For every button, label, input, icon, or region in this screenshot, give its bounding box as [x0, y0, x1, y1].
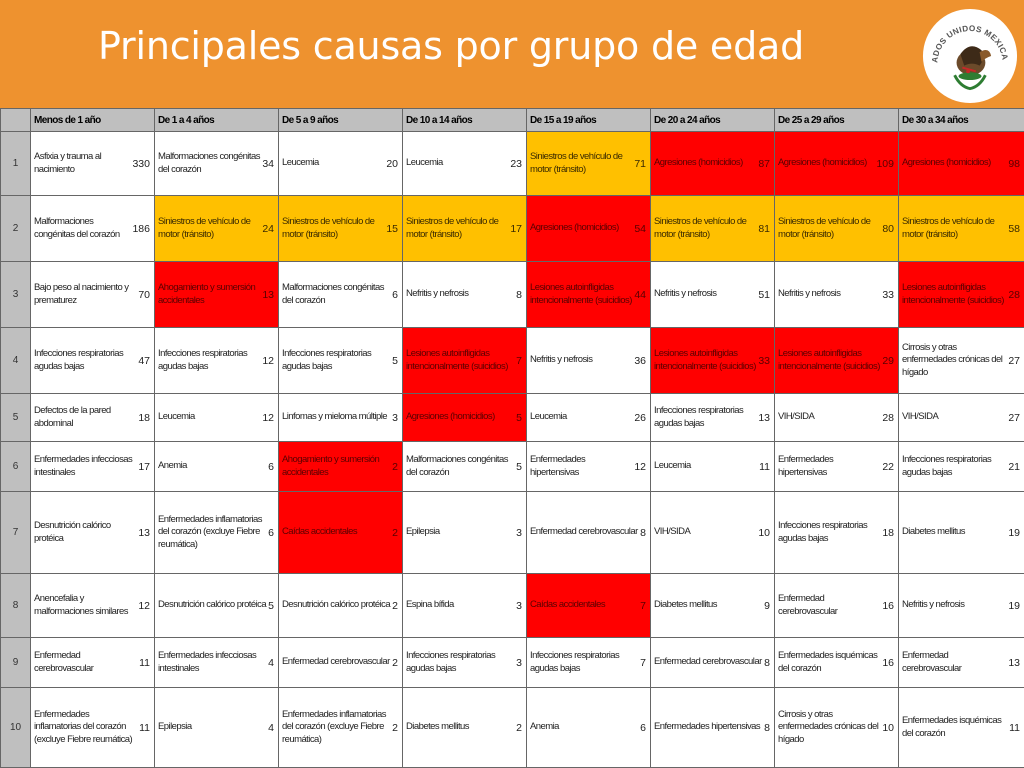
cause-label: Agresiones (homicidios)	[902, 157, 991, 169]
death-count: 7	[516, 354, 522, 367]
table-cell	[279, 196, 403, 262]
death-count: 8	[764, 721, 770, 734]
table-cell	[651, 492, 775, 574]
cause-label: Desnutrición calórico protéica	[282, 599, 391, 611]
table-cell	[899, 492, 1024, 574]
table-cell	[279, 574, 403, 638]
rank-cell: 7	[1, 492, 31, 574]
table-cell	[403, 492, 527, 574]
table-cell	[155, 196, 279, 262]
mexico-coat-of-arms-seal	[922, 8, 1018, 104]
cause-label: Linfomas y mieloma múltiple	[282, 411, 387, 423]
table-cell	[403, 688, 527, 768]
cause-label: Asfixia y trauma al nacimiento	[34, 150, 102, 175]
table-cell	[527, 492, 651, 574]
causes-table-wrapper	[0, 108, 1024, 768]
cause-label: Enfermedad cerebrovascular	[654, 656, 762, 668]
cause-label: Lesiones autoinfligidas intencionalmente (suicidios)	[778, 347, 880, 372]
table-row	[1, 574, 1024, 638]
death-count: 54	[634, 222, 646, 235]
death-count: 5	[268, 599, 274, 612]
table-cell	[155, 688, 279, 768]
death-count: 17	[138, 460, 150, 473]
table-cell	[527, 394, 651, 442]
death-count: 3	[516, 526, 522, 539]
cause-label: Agresiones (homicidios)	[530, 222, 619, 234]
table-cell	[775, 574, 899, 638]
cause-label: Siniestros de vehículo de motor (tránsito)	[778, 215, 871, 240]
table-cell	[31, 492, 155, 574]
table-cell	[899, 132, 1024, 196]
death-count: 28	[1008, 288, 1020, 301]
rank-header	[1, 109, 31, 132]
cause-label: Epilepsia	[158, 721, 192, 733]
cause-label: Ahogamiento y sumersión accidentales	[158, 281, 256, 306]
table-cell	[31, 132, 155, 196]
death-count: 70	[138, 288, 150, 301]
death-count: 8	[516, 288, 522, 301]
death-count: 18	[138, 411, 150, 424]
death-count: 23	[510, 157, 522, 170]
table-cell	[899, 196, 1024, 262]
column-header: Menos de 1 año	[31, 109, 155, 132]
rank-cell: 1	[1, 132, 31, 196]
death-count: 6	[268, 460, 274, 473]
death-count: 12	[262, 411, 274, 424]
table-cell	[651, 574, 775, 638]
cause-label: Enfermedad cerebrovascular	[778, 592, 838, 617]
death-count: 21	[1008, 460, 1020, 473]
cause-label: Malformaciones congénitas del corazón	[282, 281, 384, 306]
table-cell	[651, 328, 775, 394]
cause-label: Anemia	[530, 721, 559, 733]
table-cell	[899, 442, 1024, 492]
cause-label: Infecciones respiratorias agudas bajas	[282, 347, 372, 372]
cause-label: Leucemia	[654, 460, 691, 472]
death-count: 7	[640, 599, 646, 612]
cause-label: Enfermedades infecciosas intestinales	[158, 649, 257, 674]
rank-cell: 9	[1, 638, 31, 688]
cause-label: Enfermedad cerebrovascular	[902, 649, 962, 674]
death-count: 24	[262, 222, 274, 235]
cause-label: Cirrosis y otras enfermedades crónicas del hígado	[778, 708, 879, 745]
cause-label: Leucemia	[282, 157, 319, 169]
cause-label: Siniestros de vehículo de motor (tránsito)	[282, 215, 375, 240]
table-row	[1, 442, 1024, 492]
cause-label: Infecciones respiratorias agudas bajas	[902, 453, 992, 478]
table-cell	[527, 688, 651, 768]
death-count: 5	[516, 411, 522, 424]
cause-label: Leucemia	[158, 411, 195, 423]
death-count: 28	[882, 411, 894, 424]
cause-label: Nefritis y nefrosis	[530, 354, 593, 366]
death-count: 11	[759, 460, 770, 473]
table-cell	[775, 638, 899, 688]
table-cell	[651, 638, 775, 688]
death-count: 16	[882, 656, 894, 669]
table-cell	[775, 394, 899, 442]
table-cell	[155, 638, 279, 688]
cause-label: Nefritis y nefrosis	[406, 288, 469, 300]
cause-label: Enfermedad cerebrovascular	[530, 526, 638, 538]
table-cell	[899, 262, 1024, 328]
cause-label: Infecciones respiratorias agudas bajas	[34, 347, 124, 372]
death-count: 2	[392, 460, 398, 473]
death-count: 6	[268, 526, 274, 539]
table-cell	[31, 688, 155, 768]
cause-label: VIH/SIDA	[778, 411, 815, 423]
cause-label: Agresiones (homicidios)	[778, 157, 867, 169]
death-count: 27	[1008, 411, 1020, 424]
cause-label: Cirrosis y otras enfermedades crónicas del hígado	[902, 341, 1003, 378]
cause-label: Infecciones respiratorias agudas bajas	[158, 347, 248, 372]
table-row	[1, 196, 1024, 262]
table-cell	[651, 442, 775, 492]
table-cell	[651, 394, 775, 442]
death-count: 13	[1008, 656, 1020, 669]
table-cell	[279, 442, 403, 492]
death-count: 5	[392, 354, 398, 367]
table-cell	[155, 442, 279, 492]
cause-label: Siniestros de vehículo de motor (tránsito)	[530, 150, 623, 175]
death-count: 2	[392, 656, 398, 669]
cause-label: Anemia	[158, 460, 187, 472]
death-count: 5	[516, 460, 522, 473]
death-count: 3	[516, 599, 522, 612]
table-cell	[31, 196, 155, 262]
cause-label: Siniestros de vehículo de motor (tránsito)	[654, 215, 747, 240]
table-cell	[279, 328, 403, 394]
table-cell	[651, 196, 775, 262]
death-count: 51	[758, 288, 770, 301]
death-count: 4	[268, 656, 274, 669]
cause-label: Infecciones respiratorias agudas bajas	[530, 649, 620, 674]
table-cell	[775, 196, 899, 262]
death-count: 18	[882, 526, 894, 539]
table-cell	[155, 492, 279, 574]
cause-label: Lesiones autoinfligidas intencionalmente (suicidios)	[530, 281, 632, 306]
rank-cell: 4	[1, 328, 31, 394]
column-header: De 5 a 9 años	[279, 109, 403, 132]
death-count: 33	[882, 288, 894, 301]
table-cell	[403, 132, 527, 196]
table-row	[1, 262, 1024, 328]
death-count: 11	[1009, 721, 1020, 734]
cause-label: Enfermedades inflamatorias del corazón (excluye Fiebre reumática)	[34, 708, 133, 745]
table-cell	[775, 442, 899, 492]
death-count: 8	[640, 526, 646, 539]
column-header: De 1 a 4 años	[155, 109, 279, 132]
cause-label: Epilepsia	[406, 526, 440, 538]
death-count: 109	[876, 157, 894, 170]
table-cell	[899, 574, 1024, 638]
cause-label: Anencefalia y malformaciones similares	[34, 592, 128, 617]
table-cell	[279, 638, 403, 688]
table-cell	[155, 132, 279, 196]
death-count: 16	[882, 599, 894, 612]
death-count: 71	[634, 157, 646, 170]
cause-label: Enfermedades hipertensivas	[778, 453, 834, 478]
table-cell	[31, 574, 155, 638]
table-cell	[155, 262, 279, 328]
cause-label: Enfermedad cerebrovascular	[34, 649, 94, 674]
table-cell	[403, 442, 527, 492]
death-count: 44	[634, 288, 646, 301]
column-header: De 30 a 34 años	[899, 109, 1024, 132]
table-cell	[31, 262, 155, 328]
cause-label: Espina bífida	[406, 599, 454, 611]
table-cell	[31, 638, 155, 688]
table-cell	[775, 492, 899, 574]
rank-cell: 8	[1, 574, 31, 638]
cause-label: Enfermedades hipertensivas	[654, 721, 761, 733]
column-header: De 10 a 14 años	[403, 109, 527, 132]
cause-label: Caídas accidentales	[530, 599, 606, 611]
cause-label: Enfermedades hipertensivas	[530, 453, 586, 478]
table-cell	[899, 394, 1024, 442]
rank-cell: 5	[1, 394, 31, 442]
column-header: De 15 a 19 años	[527, 109, 651, 132]
cause-label: Leucemia	[406, 157, 443, 169]
cause-label: Enfermedad cerebrovascular	[282, 656, 390, 668]
death-count: 87	[758, 157, 770, 170]
column-header: De 20 a 24 años	[651, 109, 775, 132]
cause-label: Enfermedades infecciosas intestinales	[34, 453, 133, 478]
death-count: 9	[764, 599, 770, 612]
table-row	[1, 328, 1024, 394]
causes-by-age-table	[0, 108, 1024, 768]
cause-label: Leucemia	[530, 411, 567, 423]
death-count: 6	[640, 721, 646, 734]
seal-text: ADOS UNIDOS MEXICA	[930, 23, 1010, 64]
table-cell	[155, 574, 279, 638]
death-count: 2	[516, 721, 522, 734]
table-cell	[651, 262, 775, 328]
death-count: 2	[392, 721, 398, 734]
cause-label: Desnutrición calórico protéica	[34, 519, 111, 544]
cause-label: Desnutrición calórico protéica	[158, 599, 267, 611]
death-count: 3	[516, 656, 522, 669]
death-count: 12	[138, 599, 150, 612]
death-count: 13	[262, 288, 274, 301]
table-cell	[527, 328, 651, 394]
death-count: 7	[640, 656, 646, 669]
death-count: 15	[386, 222, 398, 235]
death-count: 4	[268, 721, 274, 734]
death-count: 98	[1008, 157, 1020, 170]
cause-label: Diabetes mellitus	[902, 526, 965, 538]
death-count: 47	[138, 354, 150, 367]
cause-label: Lesiones autoinfligidas intencionalmente (suicidios)	[902, 281, 1004, 306]
rank-cell: 10	[1, 688, 31, 768]
column-header: De 25 a 29 años	[775, 109, 899, 132]
cause-label: Infecciones respiratorias agudas bajas	[778, 519, 868, 544]
cause-label: Enfermedades inflamatorias del corazón (excluye Fiebre reumática)	[282, 708, 386, 745]
table-cell	[31, 328, 155, 394]
table-cell	[527, 196, 651, 262]
death-count: 8	[764, 656, 770, 669]
death-count: 11	[139, 721, 150, 734]
cause-label: VIH/SIDA	[902, 411, 939, 423]
death-count: 34	[262, 157, 274, 170]
table-cell	[279, 132, 403, 196]
death-count: 19	[1008, 599, 1020, 612]
table-cell	[279, 492, 403, 574]
death-count: 11	[139, 656, 150, 669]
table-cell	[403, 638, 527, 688]
rank-cell: 2	[1, 196, 31, 262]
death-count: 81	[758, 222, 770, 235]
death-count: 2	[392, 599, 398, 612]
death-count: 22	[882, 460, 894, 473]
cause-label: Defectos de la pared abdominal	[34, 404, 111, 429]
death-count: 33	[758, 354, 770, 367]
death-count: 330	[132, 157, 150, 170]
cause-label: Diabetes mellitus	[406, 721, 469, 733]
death-count: 10	[882, 721, 894, 734]
death-count: 27	[1008, 354, 1020, 367]
cause-label: Malformaciones congénitas del corazón	[34, 215, 120, 240]
cause-label: Siniestros de vehículo de motor (tránsito)	[158, 215, 251, 240]
cause-label: Lesiones autoinfligidas intencionalmente (suicidios)	[654, 347, 756, 372]
cause-label: Nefritis y nefrosis	[902, 599, 965, 611]
death-count: 26	[634, 411, 646, 424]
cause-label: Agresiones (homicidios)	[654, 157, 743, 169]
death-count: 20	[386, 157, 398, 170]
cause-label: Enfermedades isquémicas del corazón	[902, 714, 1002, 739]
death-count: 80	[882, 222, 894, 235]
table-cell	[775, 328, 899, 394]
table-cell	[775, 132, 899, 196]
death-count: 19	[1008, 526, 1020, 539]
death-count: 2	[392, 526, 398, 539]
table-row	[1, 492, 1024, 574]
table-cell	[899, 328, 1024, 394]
death-count: 6	[392, 288, 398, 301]
table-cell	[527, 442, 651, 492]
table-cell	[279, 394, 403, 442]
cause-label: Infecciones respiratorias agudas bajas	[406, 649, 496, 674]
death-count: 17	[510, 222, 522, 235]
table-cell	[279, 262, 403, 328]
table-cell	[899, 638, 1024, 688]
cause-label: Enfermedades isquémicas del corazón	[778, 649, 878, 674]
table-cell	[651, 688, 775, 768]
death-count: 36	[634, 354, 646, 367]
table-cell	[651, 132, 775, 196]
table-cell	[279, 688, 403, 768]
death-count: 10	[758, 526, 770, 539]
death-count: 13	[138, 526, 150, 539]
slide-header	[0, 0, 1024, 108]
death-count: 29	[882, 354, 894, 367]
cause-label: Infecciones respiratorias agudas bajas	[654, 404, 744, 429]
table-cell	[527, 638, 651, 688]
cause-label: Caídas accidentales	[282, 526, 358, 538]
table-cell	[775, 262, 899, 328]
cause-label: Nefritis y nefrosis	[778, 288, 841, 300]
cause-label: Siniestros de vehículo de motor (tránsito)	[902, 215, 995, 240]
cause-label: Ahogamiento y sumersión accidentales	[282, 453, 380, 478]
table-cell	[899, 688, 1024, 768]
cause-label: Lesiones autoinfligidas intencionalmente (suicidios)	[406, 347, 508, 372]
death-count: 58	[1008, 222, 1020, 235]
death-count: 12	[634, 460, 646, 473]
cause-label: VIH/SIDA	[654, 526, 691, 538]
death-count: 12	[262, 354, 274, 367]
table-cell	[403, 262, 527, 328]
table-cell	[775, 688, 899, 768]
table-cell	[527, 262, 651, 328]
table-cell	[403, 196, 527, 262]
cause-label: Malformaciones congénitas del corazón	[406, 453, 508, 478]
cause-label: Siniestros de vehículo de motor (tránsito)	[406, 215, 499, 240]
cause-label: Enfermedades inflamatorias del corazón (excluye Fiebre reumática)	[158, 513, 262, 550]
slide-title: Principales causas por grupo de edad	[98, 24, 805, 68]
table-row	[1, 638, 1024, 688]
rank-cell: 3	[1, 262, 31, 328]
rank-cell: 6	[1, 442, 31, 492]
table-cell	[155, 328, 279, 394]
cause-label: Bajo peso al nacimiento y prematurez	[34, 281, 129, 306]
table-cell	[31, 394, 155, 442]
table-row	[1, 688, 1024, 768]
table-cell	[403, 574, 527, 638]
table-cell	[527, 132, 651, 196]
table-header-row	[1, 109, 1024, 132]
table-cell	[527, 574, 651, 638]
table-cell	[155, 394, 279, 442]
death-count: 186	[132, 222, 150, 235]
table-row	[1, 132, 1024, 196]
cause-label: Malformaciones congénitas del corazón	[158, 150, 260, 175]
cause-label: Agresiones (homicidios)	[406, 411, 495, 423]
death-count: 3	[392, 411, 398, 424]
table-row	[1, 394, 1024, 442]
death-count: 13	[758, 411, 770, 424]
table-cell	[403, 394, 527, 442]
cause-label: Nefritis y nefrosis	[654, 288, 717, 300]
cause-label: Diabetes mellitus	[654, 599, 717, 611]
table-cell	[403, 328, 527, 394]
table-cell	[31, 442, 155, 492]
